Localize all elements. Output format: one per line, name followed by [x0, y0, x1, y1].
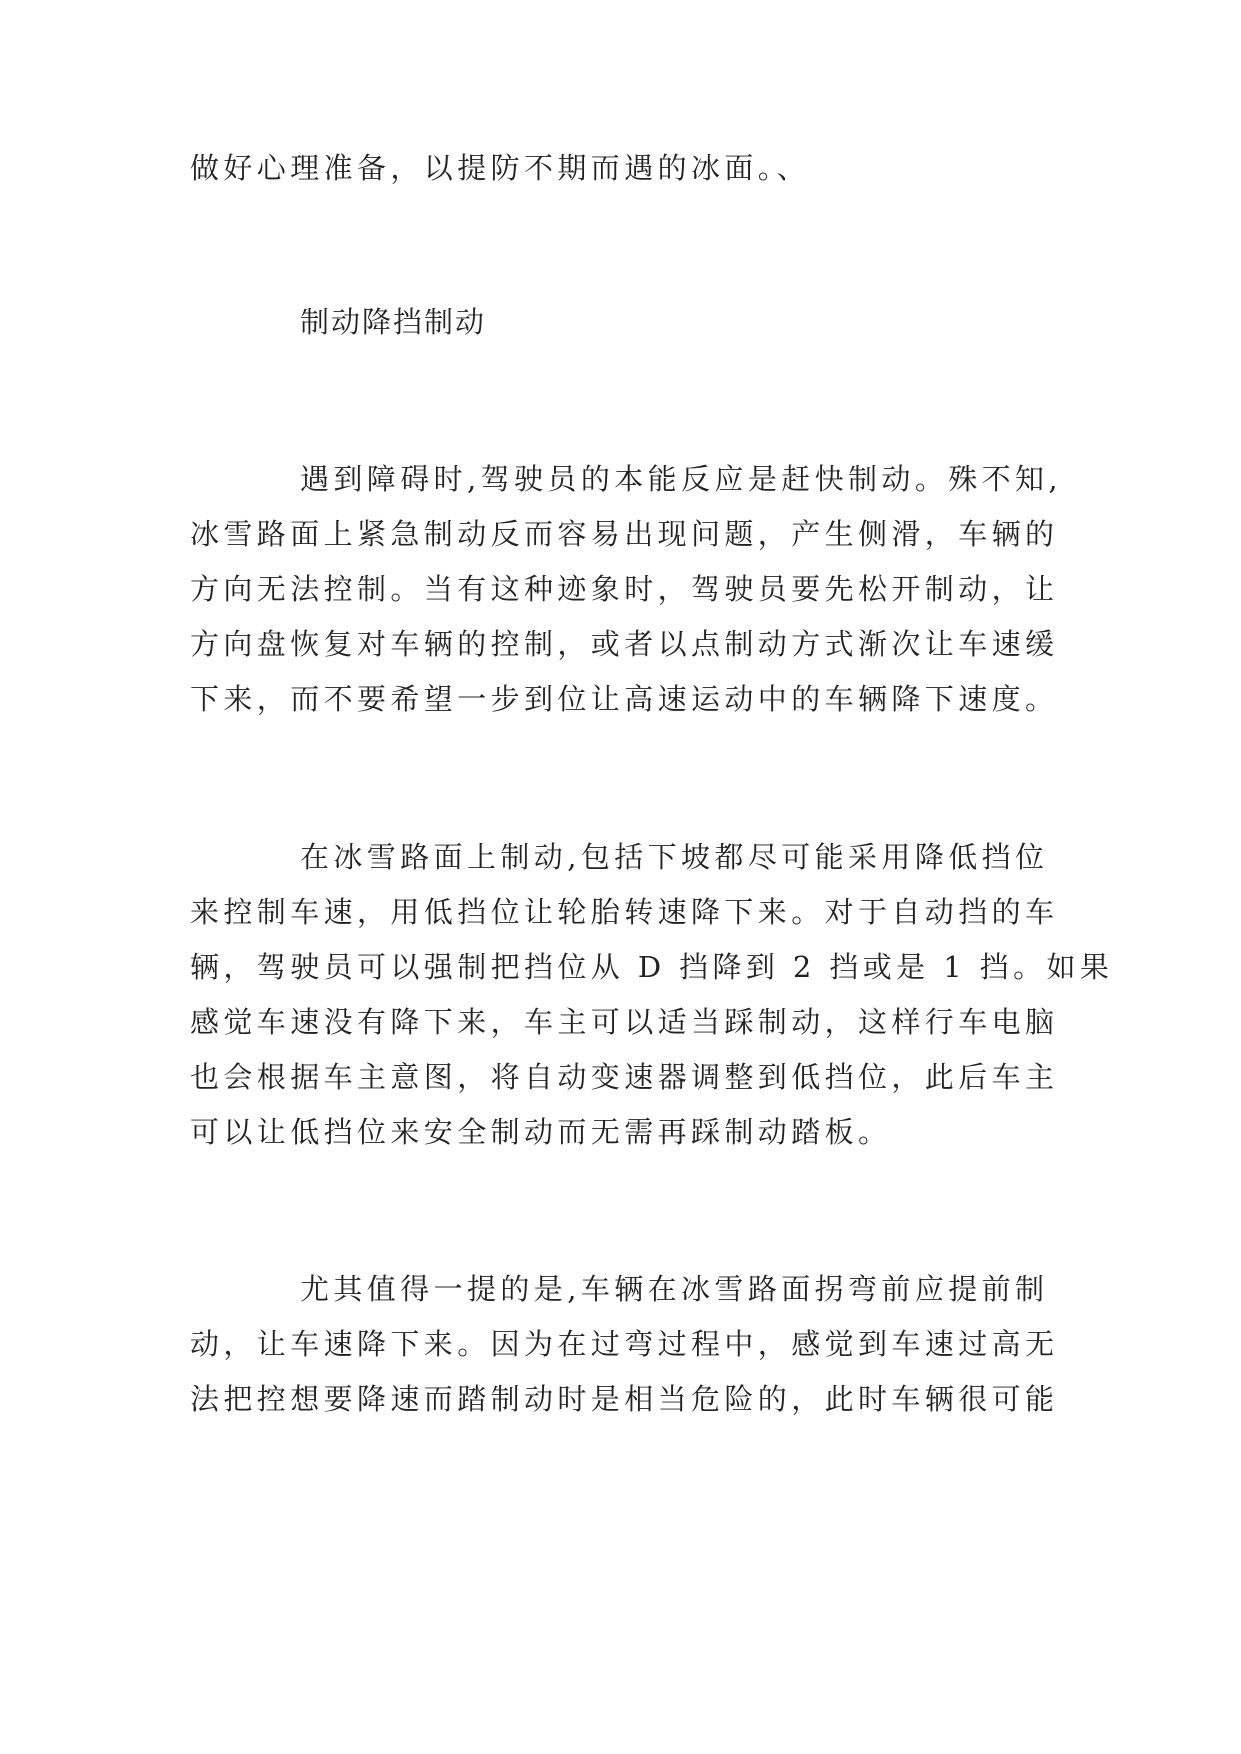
paragraph-2-line-4: 感觉车速没有降下来，车主可以适当踩制动，这样行车电脑: [190, 1005, 1059, 1039]
paragraph-3-line-3: 法把控想要降速而踏制动时是相当危险的，此时车辆很可能: [190, 1382, 1059, 1416]
section-heading: 制动降挡制动: [300, 305, 487, 339]
paragraph-3-line-1: 尤其值得一提的是,车辆在冰雪路面拐弯前应提前制: [300, 1272, 1049, 1306]
paragraph-3-line-2: 动，让车速降下来。因为在过弯过程中，感觉到车速过高无: [190, 1327, 1059, 1361]
paragraph-2-line-5: 也会根据车主意图，将自动变速器调整到低挡位，此后车主: [190, 1060, 1059, 1094]
paragraph-2-line-6: 可以让低挡位来安全制动而无需再踩制动踏板。: [190, 1115, 892, 1149]
paragraph-1-line-3: 方向无法控制。当有这种迹象时，驾驶员要先松开制动，让: [190, 572, 1059, 606]
paragraph-1-line-1: 遇到障碍时,驾驶员的本能反应是赶快制动。殊不知,: [300, 462, 1063, 496]
paragraph-1-line-5: 下来，而不要希望一步到位让高速运动中的车辆降下速度。: [190, 682, 1059, 716]
paragraph-2-line-2: 来控制车速，用低挡位让轮胎转速降下来。对于自动挡的车: [190, 895, 1059, 929]
paragraph-2-line-1: 在冰雪路面上制动,包括下坡都尽可能采用降低挡位: [300, 840, 1049, 874]
paragraph-2-line-3: 辆，驾驶员可以强制把挡位从 D 挡降到 2 挡或是 1 挡。如果: [190, 950, 1114, 984]
paragraph-1-line-4: 方向盘恢复对车辆的控制，或者以点制动方式渐次让车速缓: [190, 627, 1059, 661]
paragraph-1-line-2: 冰雪路面上紧急制动反而容易出现问题，产生侧滑，车辆的: [190, 517, 1059, 551]
intro-text-line: 做好心理准备，以提防不期而遇的冰面。、: [190, 151, 811, 185]
